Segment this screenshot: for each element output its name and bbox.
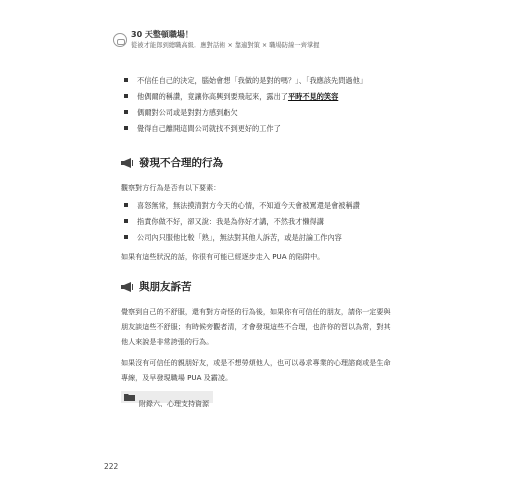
section-title: 發現不合理的行為 — [139, 157, 223, 169]
book-title: 30 天整頓職場！ — [131, 30, 193, 39]
page-content — [121, 76, 393, 410]
paragraph: 如果沒有可信任的親朋好友，或是不想勞煩他人，也可以尋求專業的心理諮商或是生命專線，及早發現職場 PUA 及霸凌。 — [121, 358, 391, 382]
appendix-label: 附錄六、心理支持資源 — [139, 400, 209, 408]
list-item: 他偶爾的稱讚，竟讓你高興到要飛起來，露出了平時不見的笑容 — [121, 92, 393, 108]
folder-icon — [124, 393, 135, 401]
list-item: 不信任自己的決定，腦始會想「我做的是對的嗎？」、「我應該先問過他」 — [121, 76, 393, 92]
paragraph: 覺察到自己的不舒服，還有對方奇怪的行為後，如果你有可信任的朋友，請你一定要與朋友談這些不舒服；有時候旁觀者清，才會發現這些不合理，也許你的習以為常，對其他人來說是非常誇張的行為。 — [121, 307, 391, 346]
page-number: 222 — [104, 462, 119, 471]
section-heading-2 — [121, 278, 393, 298]
paragraph: 如果有這些狀況的話，你很有可能已經逐步走入 PUA 的陷阱中。 — [121, 252, 325, 261]
paragraph: 觀察對方行為是否有以下要素： — [121, 183, 221, 192]
intro-bullet-list — [121, 76, 393, 140]
section-heading-1 — [121, 154, 393, 174]
emphasized-text: 平時不見的笑容 — [287, 92, 339, 101]
section-title: 與朋友訴苦 — [139, 281, 192, 293]
list-item: 公司內只服他比較「熟」，無法對其他人訴苦，或是討論工作內容 — [121, 233, 393, 249]
book-subtitle: 從被才能郎到總職高級．應對話術 × 靠適對策 × 職場防線一齊掌握 — [131, 42, 320, 49]
appendix-reference — [121, 391, 213, 408]
megaphone-icon — [121, 282, 134, 292]
running-header — [113, 30, 413, 52]
list-item: 偶爾對公司或是對對方感到虧欠 — [121, 108, 393, 124]
book-logo-icon — [113, 33, 127, 47]
megaphone-icon — [121, 158, 134, 168]
behavior-bullet-list — [121, 201, 393, 249]
list-item: 覺得自己離開這間公司就找不到更好的工作了 — [121, 124, 393, 140]
list-item: 指責你做不好，卻又說：我是為你好才講，不然我才懶得講 — [121, 217, 393, 233]
list-item: 喜怒無常，無法摸清對方今天的心情，不知道今天會被罵還是會被稱讚 — [121, 201, 393, 217]
